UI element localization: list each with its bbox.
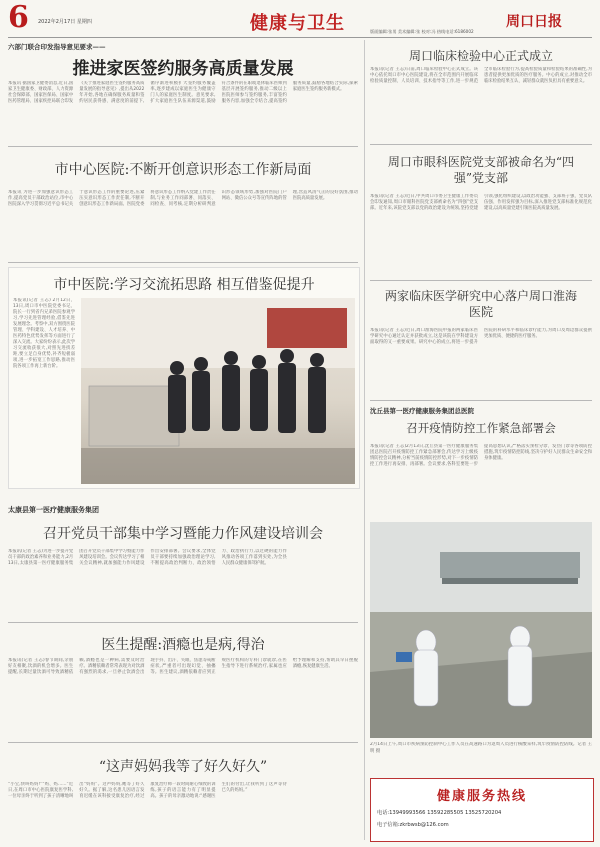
article-alcohol bbox=[8, 628, 358, 738]
testing-photo bbox=[370, 522, 592, 738]
article-ideology bbox=[8, 150, 358, 258]
kicker: 太康县第一医疗健康服务集团 bbox=[8, 505, 99, 514]
column-divider bbox=[364, 40, 365, 840]
headline: 市中医院:学习交流拓思路 相互借鉴促提升 bbox=[53, 277, 315, 293]
body-text: 本报讯 据国家卫健委消息,近日,国家卫生健康委、财政部、人力资源社会保障部、国家医保局、国家中医药管理局、国家疾控局联合印发《关于推进家庭医生签约服务高质量发展的指导意见》,提出从2022年开始,各地在确保服务质量和签约居民获得感、满意度的前提下,循序渐进积极扩大签约服务覆盖率,逐步建成以家庭医生为健康守门人的家庭医生制度。意见要求,扩大家庭医生队伍来源渠道,鼓励符合条件的在职或退休临床医师到基层开展签约服务,推动二级以上医院医师参与签约服务,丰富签约服务内容,加强全专结合,提高签约服务质量,鼓励各地结合实际,探索家庭医生签约服务新模式。 bbox=[8, 81, 358, 104]
visit-photo bbox=[81, 298, 355, 484]
hotline-box bbox=[370, 778, 594, 842]
kicker: 六部门联合印发指导意见要求—— bbox=[8, 43, 106, 51]
divider bbox=[370, 280, 592, 281]
article-family-doctor bbox=[8, 41, 358, 141]
divider bbox=[370, 144, 592, 145]
hotline-phone: 电话:13949993566 13592285505 13525720204 bbox=[377, 810, 502, 816]
article-lab-center bbox=[370, 41, 592, 141]
article-tcm-hospital bbox=[8, 267, 360, 489]
headline: 周口临床检验中心正式成立 bbox=[408, 49, 553, 63]
body-text: 本报讯(记者 王志)2月13日,沈丘县第一医疗健康服务集团总医院召开疫情防控工作紧急部署会,传达学习上级疫情防控会议精神,分析当前疫情防控形势,对下一步疫情防控工作进行再安排、再部署。会议要求,各科室要进一步提高思想认识,严格落实预检分诊、发热门诊等各项防控措施,筑牢疫情防控防线,坚决守护好人民群众生命安全和身体健康。 bbox=[370, 444, 592, 467]
headline: 召开党员干部集中学习暨能力作风建设培训会 bbox=[43, 526, 323, 542]
article-mother bbox=[8, 748, 358, 843]
section-title: 健康与卫生 bbox=[250, 13, 345, 34]
headline: 周口市眼科医院党支部被命名为“四强”党支部 bbox=[387, 155, 575, 185]
body-text: “小宝,快叫妈妈!”“妈、妈……”近日,在周口市中心医院康复医学科,一位母亲终于听到了孩子清晰地叫出“妈妈”。这声妈妈,她等了好久好久。据了解,这名患儿因语言发育迟缓在该科接受康复治疗,经过康复治疗师一段时间耐心细致的训练,孩子的语言能力有了明显提高。孩子的母亲激动地说:“感谢医生们的付出,让我听到了这声等待已久的妈妈。” bbox=[8, 782, 287, 799]
issue-date: 2022年2月17日 星期四 bbox=[38, 19, 92, 25]
divider bbox=[370, 400, 592, 401]
article-taikang-training bbox=[8, 505, 358, 615]
kicker: 沈丘县第一医疗健康服务集团总医院 bbox=[370, 407, 474, 415]
divider bbox=[8, 146, 358, 147]
masthead bbox=[0, 0, 600, 36]
headline: 市中心医院:不断开创意识形态工作新局面 bbox=[54, 162, 312, 178]
body-text: 本报讯(记者 王志)为进一步提升党员干部的政治素养和业务能力,2月13日,太康县第一医疗健康服务集团召开党员干部集中学习暨能力作风建设培训会。会议传达学习了相关会议精神,就加强能力作风建设作出安排部署。会议要求,全体党员干部要持续加强政治理论学习,不断提高政治判断力、政治领悟力、政治执行力,以过硬的能力作风推动各项工作落到实处,为全县人民群众健康保驾护航。 bbox=[8, 549, 287, 566]
hotline-email: 电子信箱:zkrbwsb@126.com bbox=[377, 822, 449, 828]
headline: 医生提醒:酒瘾也是病,得治 bbox=[101, 637, 265, 653]
divider bbox=[8, 622, 358, 623]
page-number: 6 bbox=[8, 0, 29, 35]
article-eye-hospital bbox=[370, 148, 592, 276]
headline: “这声妈妈我等了好久好久” bbox=[98, 759, 268, 775]
headline: 推进家医签约服务高质量发展 bbox=[72, 59, 294, 79]
masthead-rule bbox=[8, 37, 592, 38]
body-text: 本报讯(记者 王志) 2月12日、13日,周口市中医院党委书记、院长一行到省内兄弟医院参观学习,学习先进管理经验,借鉴先进发展理念。考察中,双方围绕医院管理、学科建设、人才培养、中医药特色优势发挥等方面进行了深入交流。大家纷纷表示,此次学习交流收获很大,对照先进找差距,要立足自身优势,补齐短板弱项,进一步拓宽工作思路,推动医院各项工作再上新台阶。 bbox=[13, 298, 75, 369]
divider bbox=[8, 742, 358, 743]
hotline-title: 健康服务热线 bbox=[436, 789, 527, 804]
body-text: 本报讯(记者 王志)春节期间,亲朋好友相聚,饮酒的机会增多。医生提醒,长期过量饮酒可导致酒精依赖,酒瘾也是一种病,需要及时治疗。酒精依赖者常常表现为对饮酒有强烈的渴求,一旦停止饮酒会出现手抖、出汗、失眠、焦虑等戒断症状,严重者可出现幻觉、抽搐等。医生建议,酒精依赖者应到正规医疗机构的专科门诊就诊,在医生指导下进行系统治疗,家属也应给予理解和支持,帮助其早日摆脱酒瘾,恢复健康生活。 bbox=[8, 658, 358, 675]
group-photo-illustration bbox=[81, 298, 355, 484]
credits: 版面编辑:张男 美术编辑:张 校对:冯 热线电话:6186002 bbox=[370, 29, 474, 34]
paper-logo: 周口日报 bbox=[506, 14, 562, 30]
body-text: 本报讯(记者 王志)近日,周口淮海医院申报的两家临床医学研究中心通过认定并获批成立,这是该院在学科建设方面取得的又一重要成果。研究中心的成立,将进一步提升医院的科研水平和临床诊疗能力,为周口及周边群众提供更加优质、便捷的医疗服务。 bbox=[370, 328, 592, 345]
body-text: 本报讯(记者 王志)日前,周口临床检验中心正式成立。该中心依托周口市中心医院建设,将在全市范围内开展临床检验质量控制、人员培训、技术指导等工作,进一步规范全市临床检验行为,提高检验质量和检验结果的准确性,为患者提供更加优质的医疗服务。中心的成立,对推动全市临床检验结果互认、减轻群众就医负担具有重要意义。 bbox=[370, 67, 592, 84]
covid-testing-illustration bbox=[370, 522, 592, 738]
body-text: 本报讯 为进一步加强意识形态工作,提高党员干部政治站位,市中心医院深入学习贯彻习近平总书记关于意识形态工作的重要论述,压紧压实意识形态工作责任制,不断开创意识形态工作新局面。医院党委将意识形态工作纳入党建工作责任制,与业务工作同部署、同落实、同检查、同考核,定期分析研判意识形态领域形势,加强对医院门户网站、微信公众号等宣传阵地的管理,营造风清气正的良好氛围,推动医院高质量发展。 bbox=[8, 190, 358, 207]
headline: 两家临床医学研究中心落户周口淮海医院 bbox=[384, 289, 577, 319]
article-research-centers bbox=[370, 284, 592, 396]
article-shenqiu-epidemic bbox=[370, 404, 592, 516]
photo-caption: 2月14日上午,周口市疾病预防控制中心工作人员在高速路口为返周人员进行核酸采样,筑牢疫情防控防线。记者 王明 摄 bbox=[370, 742, 592, 754]
divider bbox=[8, 262, 358, 263]
headline: 召开疫情防控工作紧急部署会 bbox=[406, 421, 556, 435]
body-text: 本报讯(记者 王志)近日,中共周口市委卫生健康工作委员会印发通知,周口市眼科医院党支部被命名为“四强”党支部。近年来,该院党支部以党的政治建设为统领,坚持党建引领,强化组织建设,以政治功能强、支部班子强、党员队伍强、作用发挥强为目标,深入推进党支部标准化规范化建设,以高质量党建引领医院高质量发展。 bbox=[370, 194, 592, 211]
